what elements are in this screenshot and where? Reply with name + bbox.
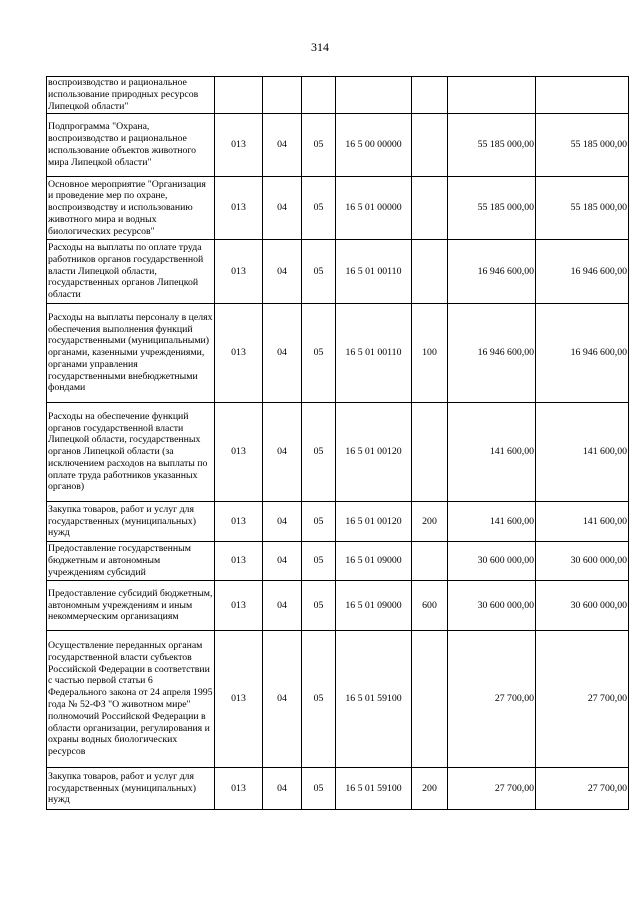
subsection-code: 05 [302, 768, 336, 810]
row-name: Расходы на выплаты по оплате труда работников органов государственной власти Липецкой области, государственных органов Липецкой области [47, 240, 215, 304]
amount-year-2: 55 185 000,00 [536, 114, 629, 177]
admin-code: 013 [215, 768, 263, 810]
admin-code: 013 [215, 240, 263, 304]
section-code: 04 [263, 768, 302, 810]
amount-year-1: 30 600 000,00 [448, 542, 536, 581]
section-code: 04 [263, 631, 302, 768]
admin-code: 013 [215, 542, 263, 581]
amount-year-2: 55 185 000,00 [536, 177, 629, 240]
amount-year-2: 30 600 000,00 [536, 542, 629, 581]
section-code: 04 [263, 304, 302, 403]
section-code: 04 [263, 240, 302, 304]
section-code: 04 [263, 542, 302, 581]
table-row [47, 304, 629, 403]
admin-code: 013 [215, 304, 263, 403]
amount-year-1: 55 185 000,00 [448, 114, 536, 177]
target-article: 16 5 00 00000 [336, 114, 412, 177]
subsection-code: 05 [302, 542, 336, 581]
subsection-code: 05 [302, 631, 336, 768]
section-code: 04 [263, 502, 302, 542]
expense-type: 600 [412, 581, 448, 631]
amount-year-2: 16 946 600,00 [536, 304, 629, 403]
subsection-code: 05 [302, 177, 336, 240]
section-code: 04 [263, 403, 302, 502]
row-name: Предоставление субсидий бюджетным, автономным учреждениям и иным некоммерческим организациям [47, 581, 215, 631]
amount-year-1: 141 600,00 [448, 403, 536, 502]
row-name: воспроизводство и рациональное использование природных ресурсов Липецкой области" [47, 77, 215, 114]
section-code: 04 [263, 177, 302, 240]
expense-type [412, 403, 448, 502]
row-name: Подпрограмма "Охрана, воспроизводство и рациональное использование объектов животного мира Липецкой области" [47, 114, 215, 177]
budget-table [46, 76, 629, 810]
expense-type [412, 631, 448, 768]
amount-year-1: 16 946 600,00 [448, 304, 536, 403]
expense-type: 200 [412, 502, 448, 542]
section-code [263, 77, 302, 114]
subsection-code: 05 [302, 304, 336, 403]
target-article: 16 5 01 09000 [336, 542, 412, 581]
table-row [47, 77, 629, 114]
admin-code: 013 [215, 114, 263, 177]
row-name: Предоставление государственным бюджетным и автономным учреждениям субсидий [47, 542, 215, 581]
admin-code [215, 77, 263, 114]
row-name: Расходы на выплаты персоналу в целях обеспечения выполнения функций государственными (муниципальными) органами, казенными учреждениями, органами управления государственными внебюджетными фондами [47, 304, 215, 403]
row-name: Осуществление переданных органам государственной власти субъектов Российской Федерации в соответствии с частью первой статьи 6 Федерального закона от 24 апреля 1995 года № 52-ФЗ "О животном мире" полномочий Российской Федерации в области организации, регулирования и охраны водных биологических ресурсов [47, 631, 215, 768]
amount-year-1: 141 600,00 [448, 502, 536, 542]
admin-code: 013 [215, 581, 263, 631]
admin-code: 013 [215, 177, 263, 240]
amount-year-2: 27 700,00 [536, 631, 629, 768]
admin-code: 013 [215, 403, 263, 502]
target-article: 16 5 01 59100 [336, 631, 412, 768]
admin-code: 013 [215, 631, 263, 768]
amount-year-2: 141 600,00 [536, 502, 629, 542]
target-article: 16 5 01 00110 [336, 240, 412, 304]
subsection-code: 05 [302, 240, 336, 304]
target-article: 16 5 01 00120 [336, 502, 412, 542]
target-article: 16 5 01 59100 [336, 768, 412, 810]
table-row [47, 114, 629, 177]
subsection-code: 05 [302, 581, 336, 631]
target-article [336, 77, 412, 114]
section-code: 04 [263, 581, 302, 631]
expense-type: 200 [412, 768, 448, 810]
table-row [47, 240, 629, 304]
amount-year-1: 16 946 600,00 [448, 240, 536, 304]
target-article: 16 5 01 00000 [336, 177, 412, 240]
row-name: Закупка товаров, работ и услуг для государственных (муниципальных) нужд [47, 768, 215, 810]
amount-year-2: 30 600 000,00 [536, 581, 629, 631]
amount-year-2: 27 700,00 [536, 768, 629, 810]
amount-year-2: 141 600,00 [536, 403, 629, 502]
table-row [47, 403, 629, 502]
table-row [47, 768, 629, 810]
table-body [47, 77, 629, 810]
amount-year-1 [448, 77, 536, 114]
target-article: 16 5 01 09000 [336, 581, 412, 631]
table-row [47, 631, 629, 768]
target-article: 16 5 01 00120 [336, 403, 412, 502]
expense-type [412, 77, 448, 114]
amount-year-2 [536, 77, 629, 114]
amount-year-2: 16 946 600,00 [536, 240, 629, 304]
subsection-code: 05 [302, 114, 336, 177]
row-name: Закупка товаров, работ и услуг для государственных (муниципальных) нужд [47, 502, 215, 542]
section-code: 04 [263, 114, 302, 177]
subsection-code: 05 [302, 403, 336, 502]
amount-year-1: 27 700,00 [448, 631, 536, 768]
expense-type [412, 114, 448, 177]
table-row [47, 502, 629, 542]
admin-code: 013 [215, 502, 263, 542]
table-row [47, 542, 629, 581]
subsection-code [302, 77, 336, 114]
row-name: Основное мероприятие "Организация и проведение мер по охране, воспроизводству и использованию животного мира и водных биологических ресурсов" [47, 177, 215, 240]
table-row [47, 581, 629, 631]
expense-type: 100 [412, 304, 448, 403]
expense-type [412, 542, 448, 581]
amount-year-1: 30 600 000,00 [448, 581, 536, 631]
subsection-code: 05 [302, 502, 336, 542]
amount-year-1: 27 700,00 [448, 768, 536, 810]
table-row [47, 177, 629, 240]
page-number: 314 [311, 40, 329, 54]
row-name: Расходы на обеспечение функций органов государственной власти Липецкой области, государственных органов Липецкой области (за исключением расходов на выплаты по оплате труда работников указанных органов) [47, 403, 215, 502]
target-article: 16 5 01 00110 [336, 304, 412, 403]
expense-type [412, 240, 448, 304]
amount-year-1: 55 185 000,00 [448, 177, 536, 240]
expense-type [412, 177, 448, 240]
